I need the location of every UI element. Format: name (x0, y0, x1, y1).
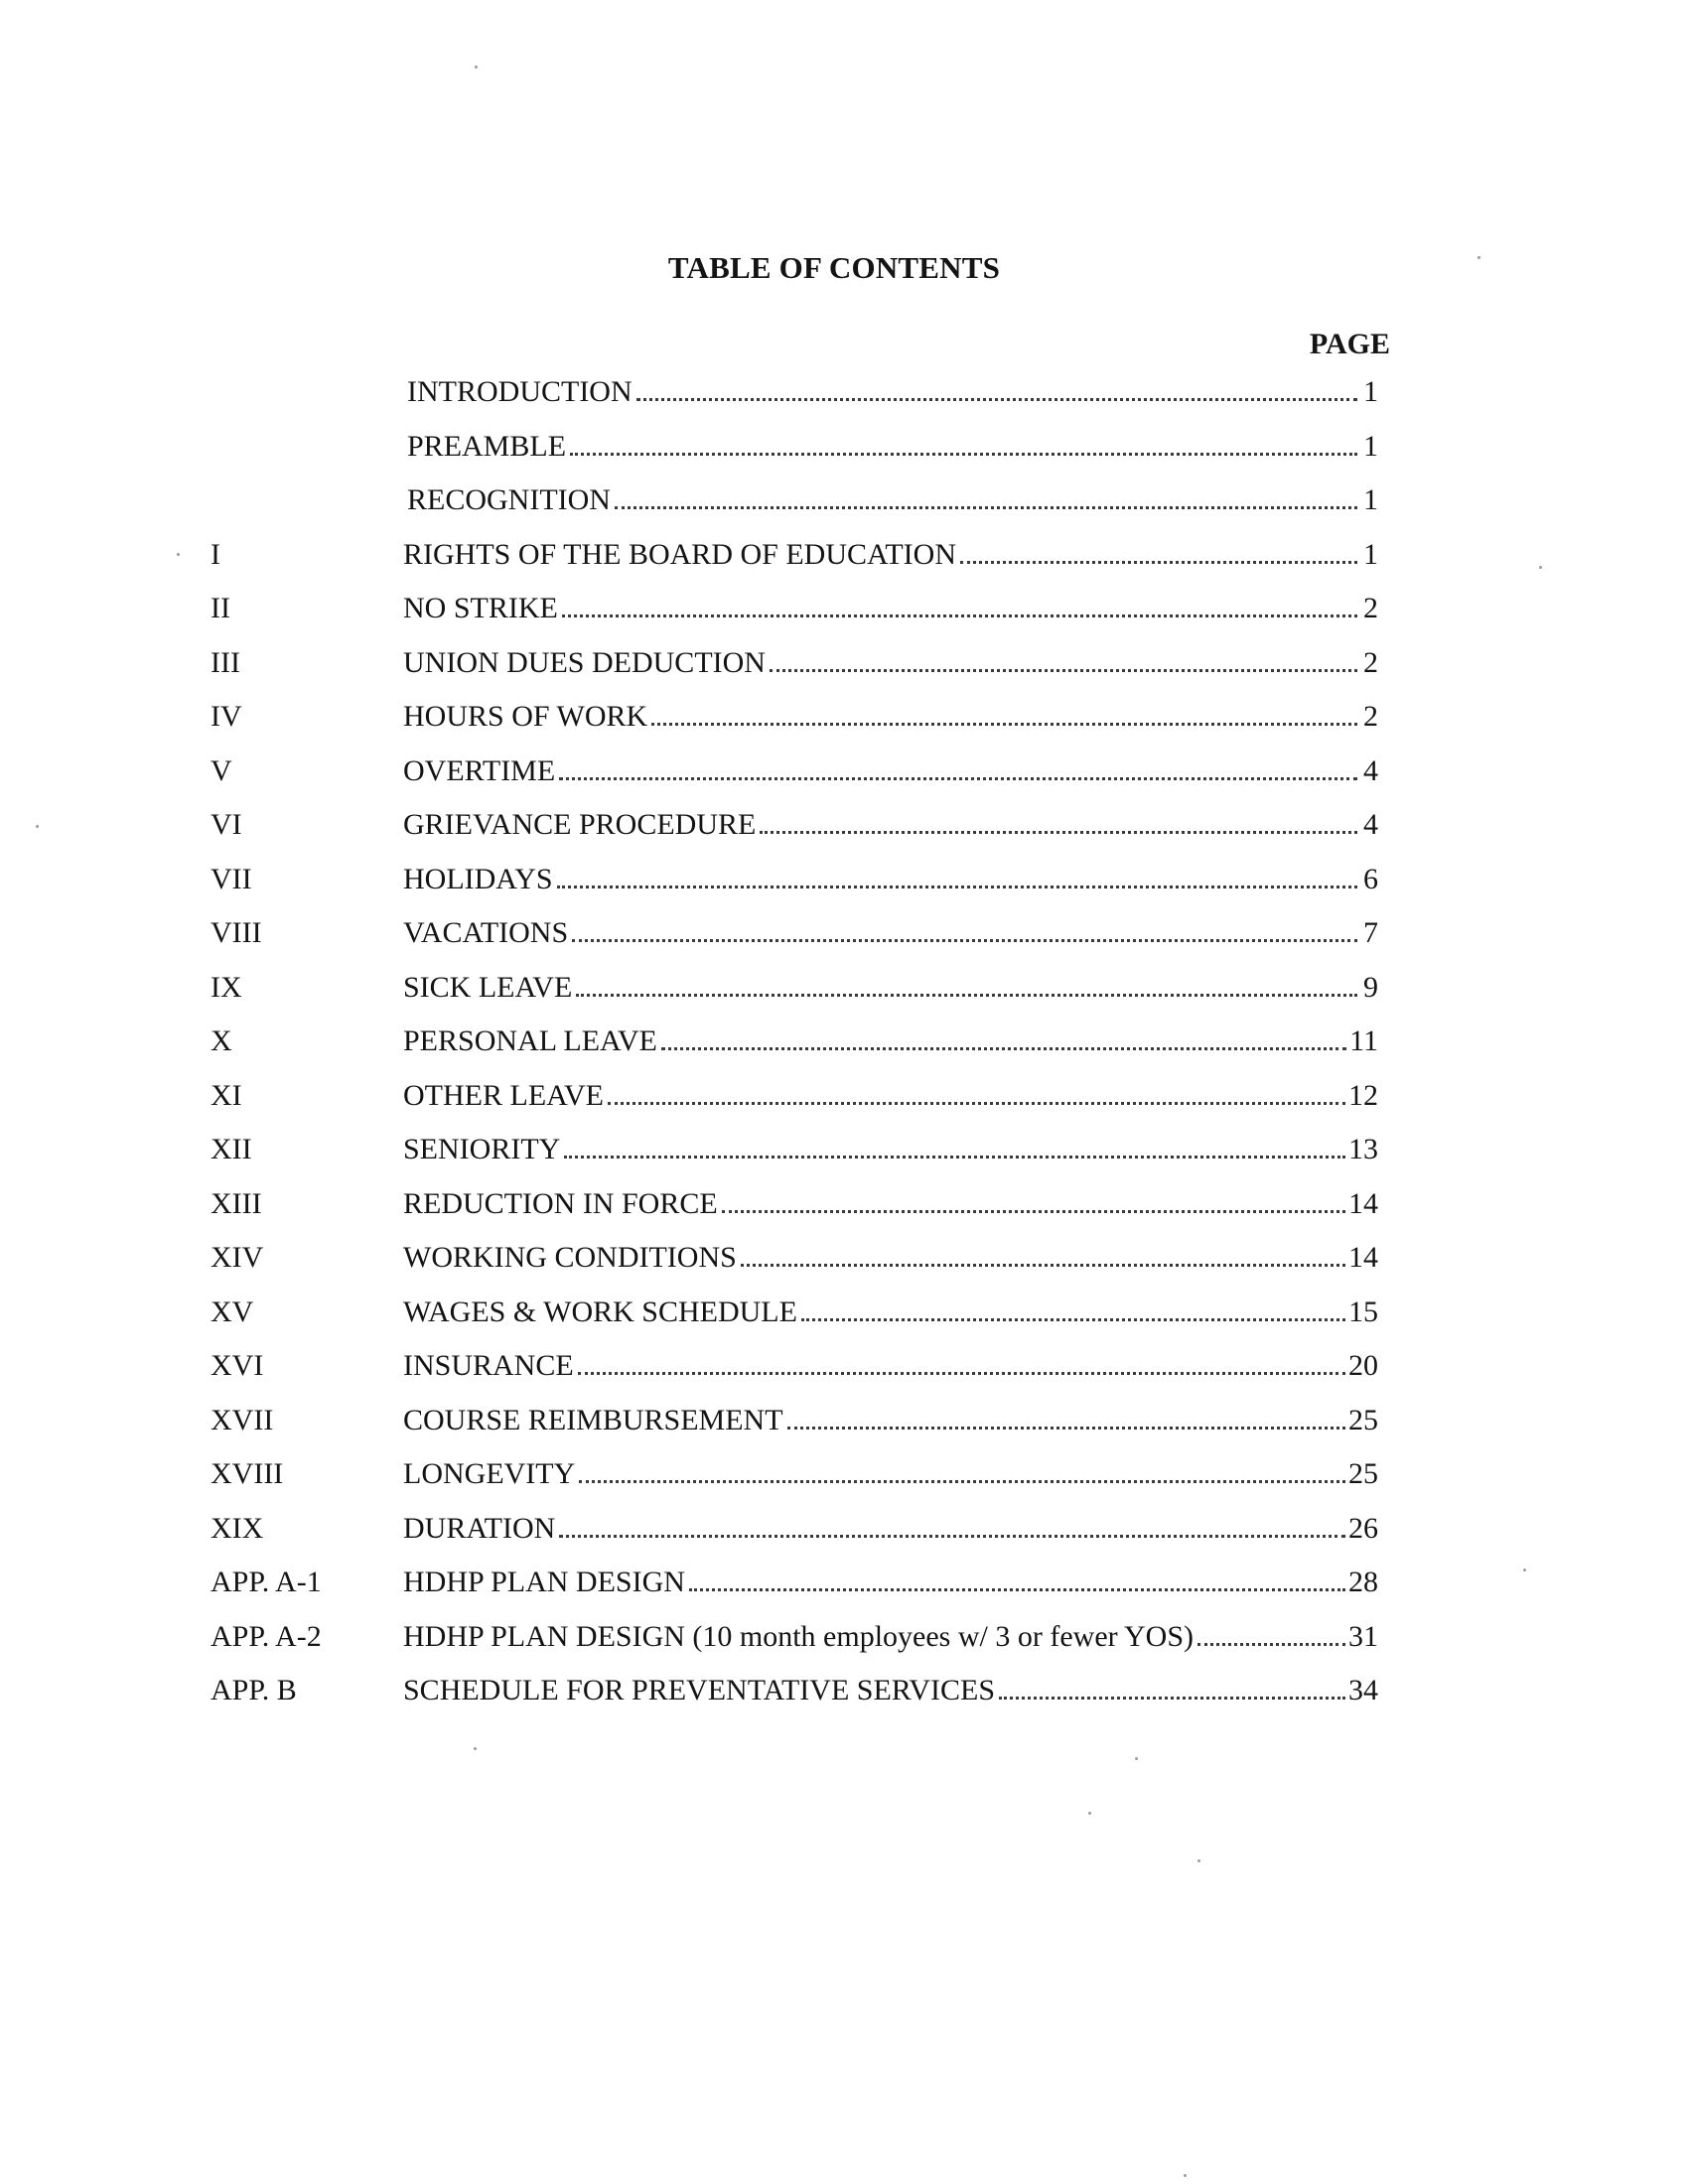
toc-page-number: 34 (1348, 1674, 1378, 1706)
toc-article-number: XVI (211, 1349, 264, 1382)
dot-leader (689, 1588, 1345, 1591)
toc-entry-label: OVERTIME (403, 753, 556, 787)
toc-article-number: V (211, 753, 232, 787)
toc-entry-label: PREAMBLE (407, 429, 567, 463)
toc-entry (403, 862, 1378, 897)
toc-entry (403, 537, 1378, 573)
dot-leader (562, 614, 1357, 617)
toc-entry-label: PERSONAL LEAVE (403, 1024, 657, 1057)
toc-entry-label: RIGHTS OF THE BOARD OF EDUCATION (403, 537, 956, 571)
toc-entry-label: HDHP PLAN DESIGN (403, 1566, 685, 1598)
toc-entry-label: HOURS OF WORK (403, 700, 648, 733)
toc-article-number: XI (211, 1078, 242, 1112)
toc-entry (407, 429, 1378, 465)
page-column-header: PAGE (1309, 328, 1390, 360)
toc-article-number: X (211, 1024, 232, 1057)
toc-entry-label: WAGES & WORK SCHEDULE (403, 1295, 797, 1328)
dot-leader (608, 1102, 1345, 1105)
toc-entry-label: INTRODUCTION (407, 375, 633, 408)
toc-row (0, 915, 1688, 970)
toc-row (0, 1132, 1688, 1186)
toc-article-number: XVIII (211, 1457, 284, 1490)
toc-row (0, 1456, 1688, 1511)
toc-article-number: XIII (211, 1186, 262, 1220)
dot-leader (661, 1047, 1346, 1050)
toc-article-number: APP. B (211, 1674, 297, 1706)
toc-article-number: I (211, 537, 220, 571)
toc-article-number: APP. A-2 (211, 1619, 322, 1653)
toc-row (0, 1619, 1688, 1674)
toc-entry-label: INSURANCE (403, 1349, 574, 1382)
toc-row (0, 753, 1688, 808)
toc-entry (403, 645, 1378, 681)
dot-leader (741, 1264, 1345, 1267)
toc-entry (403, 591, 1378, 626)
toc-page-number: 2 (1363, 645, 1378, 679)
toc-page-number: 11 (1349, 1024, 1378, 1057)
toc-entry (403, 1186, 1378, 1222)
toc-page-number: 14 (1348, 1241, 1378, 1274)
toc-entry (403, 1403, 1378, 1438)
toc-article-number: III (211, 645, 240, 679)
toc-row (0, 807, 1688, 862)
toc-row (0, 1511, 1688, 1566)
toc-entry-label: NO STRIKE (403, 592, 558, 624)
toc-row (0, 1078, 1688, 1133)
toc-page-number: 12 (1348, 1078, 1378, 1112)
dot-leader (578, 1372, 1345, 1375)
toc-article-number: II (211, 592, 230, 624)
toc-entry-label: HDHP PLAN DESIGN (10 month employees w/ 3 or fewer YOS) (403, 1619, 1195, 1653)
toc-page-number: 1 (1363, 429, 1378, 463)
toc-page-number: 2 (1363, 700, 1378, 733)
toc-entry-label: REDUCTION IN FORCE (403, 1186, 718, 1220)
toc-entry (403, 970, 1378, 1006)
toc-entry-label: RECOGNITION (407, 483, 611, 516)
toc-row (0, 1565, 1688, 1619)
toc-article-number: APP. A-1 (211, 1566, 322, 1598)
scan-speck (1523, 1569, 1526, 1571)
toc-row (0, 429, 1688, 483)
toc-article-number: XV (211, 1295, 254, 1328)
toc-entry-label: LONGEVITY (403, 1457, 576, 1490)
toc-page-number: 13 (1348, 1133, 1378, 1165)
toc-page-number: 20 (1348, 1349, 1378, 1382)
toc-row (0, 645, 1688, 700)
toc-row (0, 1186, 1688, 1241)
toc-page-number: 14 (1348, 1186, 1378, 1220)
toc-entry (403, 1456, 1378, 1492)
dot-leader (570, 453, 1357, 456)
toc-entry (403, 1511, 1378, 1547)
dot-leader (572, 939, 1357, 942)
toc-entry-label: VACATIONS (403, 916, 569, 949)
toc-entry (403, 1024, 1378, 1059)
toc-row (0, 482, 1688, 537)
toc-entry-label: WORKING CONDITIONS (403, 1241, 737, 1274)
toc-article-number: VI (211, 808, 242, 841)
toc-entry (403, 1078, 1378, 1114)
toc-page-number: 25 (1348, 1457, 1378, 1490)
toc-article-number: IX (211, 970, 242, 1004)
toc-page-number: 28 (1348, 1566, 1378, 1598)
dot-leader (564, 1156, 1345, 1159)
toc-entry (403, 807, 1378, 843)
toc-entry (403, 915, 1378, 951)
toc-entry (403, 699, 1378, 735)
table-of-contents (0, 374, 1688, 1727)
toc-entry (403, 753, 1378, 789)
scan-speck (1477, 256, 1480, 259)
toc-article-number: XIX (211, 1511, 264, 1545)
toc-entry-label: GRIEVANCE PROCEDURE (403, 808, 757, 841)
toc-entry-label: SICK LEAVE (403, 970, 573, 1004)
toc-row (0, 1024, 1688, 1078)
dot-leader (557, 886, 1357, 888)
toc-row (0, 537, 1688, 592)
toc-entry (403, 1295, 1378, 1330)
scan-speck (475, 66, 478, 68)
toc-article-number: XII (211, 1133, 252, 1165)
toc-article-number: XVII (211, 1403, 274, 1436)
toc-entry-label: HOLIDAYS (403, 862, 553, 895)
page-title: TABLE OF CONTENTS (667, 250, 1001, 285)
dot-leader (651, 723, 1357, 726)
toc-page-number: 4 (1363, 808, 1378, 841)
toc-page-number: 15 (1348, 1295, 1378, 1328)
dot-leader (559, 777, 1357, 780)
toc-entry-label: OTHER LEAVE (403, 1078, 604, 1112)
toc-row (0, 1403, 1688, 1457)
toc-entry-label: UNION DUES DEDUCTION (403, 645, 766, 679)
dot-leader (615, 506, 1357, 509)
dot-leader (722, 1210, 1345, 1213)
scan-speck (1184, 2174, 1187, 2177)
toc-page-number: 31 (1348, 1619, 1378, 1653)
toc-entry-label: COURSE REIMBURSEMENT (403, 1403, 783, 1436)
toc-entry (403, 1673, 1378, 1708)
scan-speck (1088, 1812, 1091, 1815)
toc-entry (403, 1565, 1378, 1600)
toc-row (0, 591, 1688, 645)
toc-row (0, 970, 1688, 1024)
toc-entry (403, 1240, 1378, 1276)
dot-leader (1197, 1643, 1345, 1646)
scan-speck (474, 1747, 477, 1750)
dot-leader (770, 669, 1357, 672)
dot-leader (576, 994, 1357, 997)
dot-leader (760, 831, 1357, 834)
toc-page-number: 6 (1363, 862, 1378, 895)
scan-speck (36, 825, 39, 828)
dot-leader (960, 561, 1357, 564)
toc-entry (403, 1132, 1378, 1167)
toc-row (0, 699, 1688, 753)
toc-page-number: 7 (1363, 916, 1378, 949)
toc-page-number: 1 (1363, 375, 1378, 408)
toc-entry (403, 1619, 1378, 1655)
scan-speck (1135, 1757, 1138, 1760)
toc-page-number: 1 (1363, 537, 1378, 571)
toc-entry (407, 374, 1378, 410)
toc-row (0, 1295, 1688, 1349)
toc-page-number: 26 (1348, 1511, 1378, 1545)
dot-leader (801, 1318, 1345, 1321)
scan-speck (1539, 566, 1542, 569)
toc-entry (403, 1348, 1378, 1384)
toc-entry-label: DURATION (403, 1511, 556, 1545)
toc-entry-label: SENIORITY (403, 1133, 561, 1165)
toc-entry-label: SCHEDULE FOR PREVENTATIVE SERVICES (403, 1674, 996, 1706)
dot-leader (579, 1480, 1345, 1483)
scan-speck (1197, 1859, 1200, 1862)
toc-entry (407, 482, 1378, 518)
toc-article-number: VIII (211, 916, 262, 949)
dot-leader (559, 1535, 1345, 1538)
toc-article-number: IV (211, 700, 242, 733)
toc-page-number: 25 (1348, 1403, 1378, 1436)
toc-row (0, 862, 1688, 916)
toc-article-number: XIV (211, 1241, 264, 1274)
toc-page-number: 1 (1363, 483, 1378, 516)
toc-page-number: 4 (1363, 753, 1378, 787)
toc-row (0, 1673, 1688, 1727)
dot-leader (636, 398, 1357, 401)
toc-page-number: 2 (1363, 592, 1378, 624)
dot-leader (999, 1697, 1345, 1700)
toc-page-number: 9 (1363, 970, 1378, 1004)
toc-row (0, 1348, 1688, 1403)
toc-row (0, 1240, 1688, 1295)
toc-article-number: VII (211, 862, 252, 895)
toc-row (0, 374, 1688, 429)
scan-speck (177, 553, 180, 556)
dot-leader (787, 1427, 1345, 1430)
